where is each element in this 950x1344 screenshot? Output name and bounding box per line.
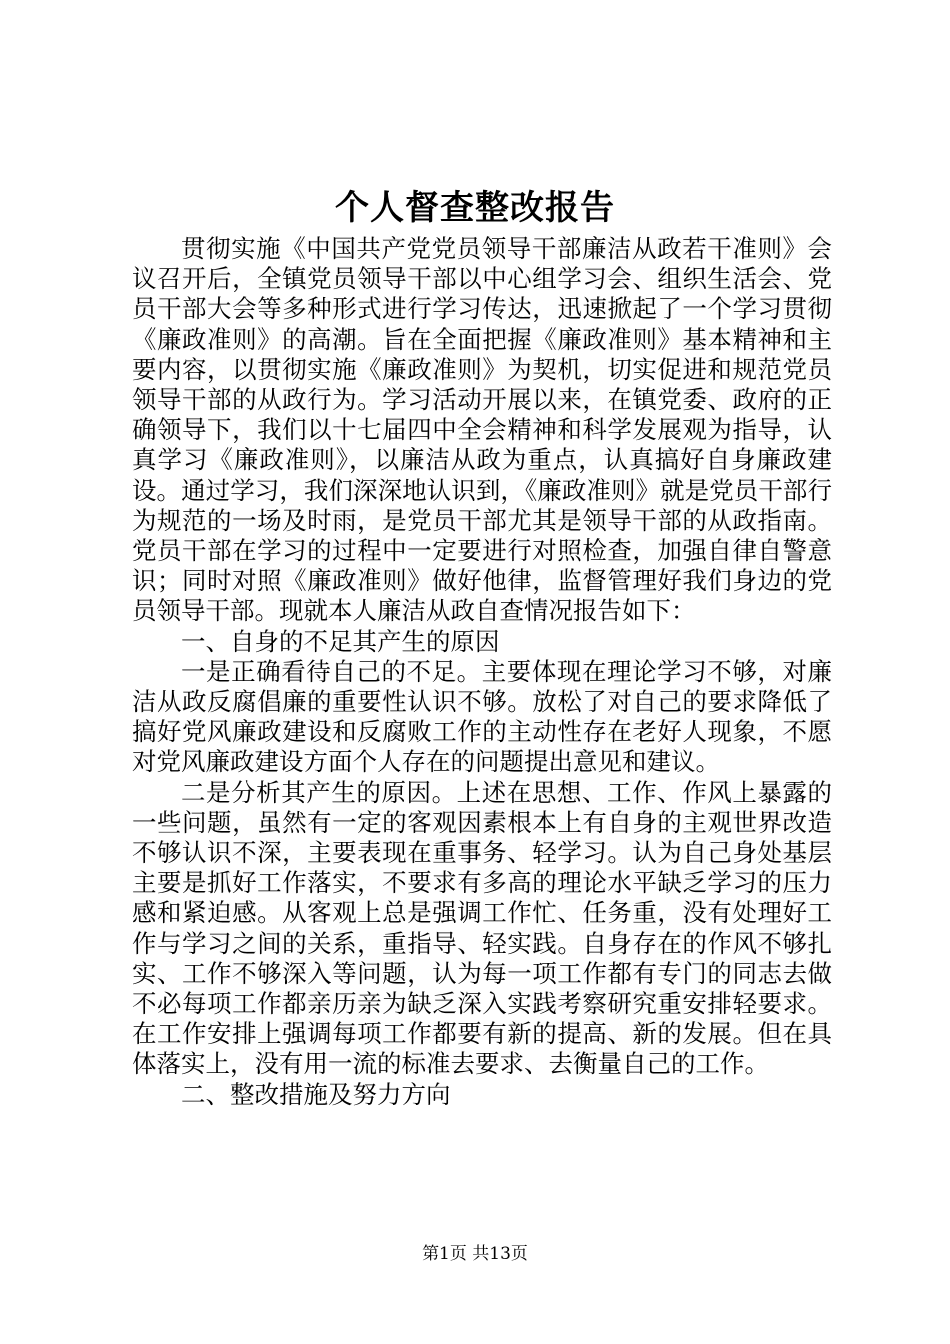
section-heading-2: 二、整改措施及努力方向 (181, 1079, 451, 1109)
section-heading-1: 一、自身的不足其产生的原因 (181, 626, 500, 656)
paragraph-intro: 贯彻实施《中国共产党党员领导干部廉洁从政若干准则》会议召开后，全镇党员领导干部以中心组学习会、组织生活会、党员干部大会等多种形式进行学习传达，迅速掀起了一个学习贯彻《廉政准则》的高潮。旨在全面把握《廉政准则》基本精神和主要内容，以贯彻实施《廉政准则》为契机，切实促进和规范党员领导干部的从政行为。学习活动开展以来，在镇党委、政府的正确领导下，我们以十七届四中全会精神和科学发展观为指导，认真学习《廉政准则》，以廉洁从政为重点，认真搞好自身廉政建设。通过学习，我们深深地认识到，《廉政准则》就是党员干部行为规范的一场及时雨，是党员干部尤其是领导干部的从政指南。党员干部在学习的过程中一定要进行对照检查，加强自律自警意识；同时对照《廉政准则》做好他律，监督管理好我们身边的党员领导干部。现就本人廉洁从政自查情况报告如下： (132, 234, 832, 626)
page-footer: 第1页 共13页 (422, 1244, 528, 1264)
paragraph-shortcomings: 一是正确看待自己的不足。主要体现在理论学习不够，对廉洁从政反腐倡廉的重要性认识不够。放松了对自己的要求降低了搞好党风廉政建设和反腐败工作的主动性存在老好人现象，不愿对党风廉政建设方面个人存在的问题提出意见和建议。 (132, 656, 832, 777)
paragraph-causes: 二是分析其产生的原因。上述在思想、工作、作风上暴露的一些问题，虽然有一定的客观因素根本上有自身的主观世界改造不够认识不深，主要表现在重事务、轻学习。认为自己身处基层主要是抓好工作落实，不要求有多高的理论水平缺乏学习的压力感和紧迫感。从客观上总是强调工作忙、任务重，没有处理好工作与学习之间的关系，重指导、轻实践。自身存在的作风不够扎实、工作不够深入等问题，认为每一项工作都有专门的同志去做不必每项工作都亲历亲为缺乏深入实践考察研究重安排轻要求。在工作安排上强调每项工作都要有新的提高、新的发展。但在具体落实上，没有用一流的标准去要求、去衡量自己的工作。 (132, 777, 832, 1079)
document-body (132, 234, 832, 1110)
document-title: 个人督查整改报告 (335, 188, 615, 228)
